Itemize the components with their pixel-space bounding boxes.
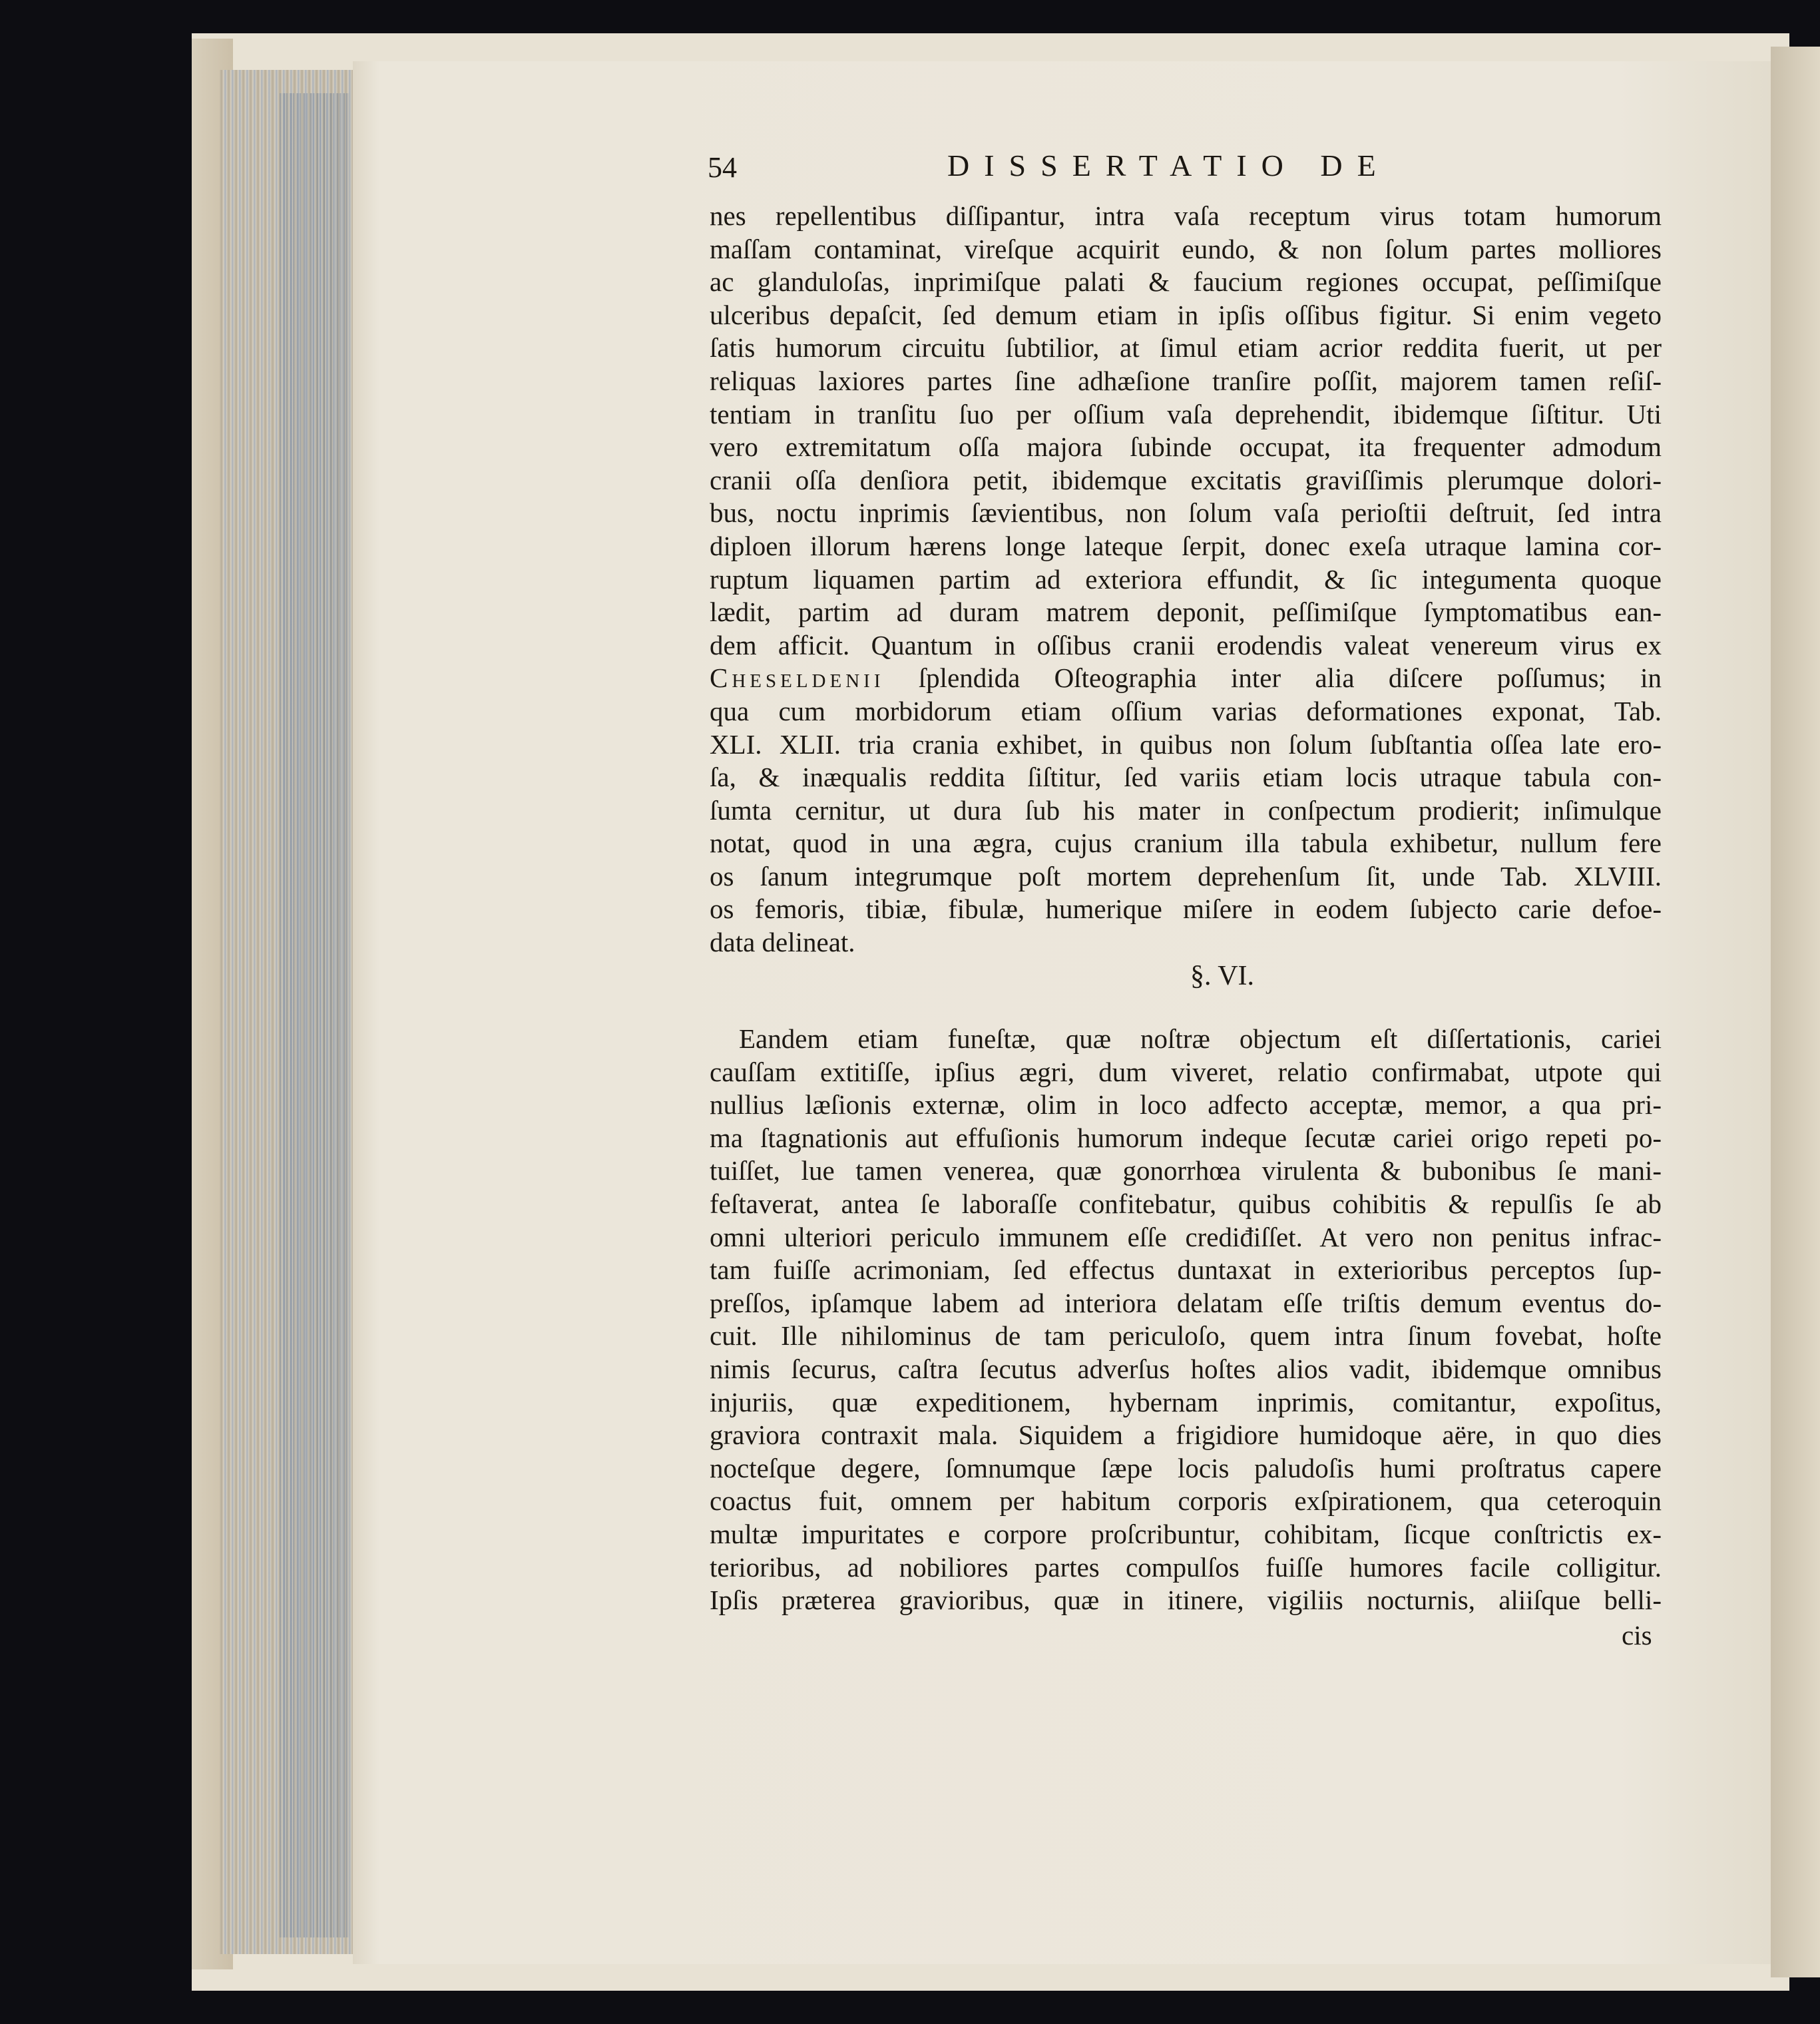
text-line: cranii oſſa denſiora petit, ibidemque excitatis graviſſimis plerumque dolori- xyxy=(710,464,1662,495)
text-line: tuiſſet, lue tamen venerea, quæ gonorrhœa virulenta & bubonibus ſe mani- xyxy=(710,1155,1662,1186)
text-line: XLI. XLII. tria crania exhibet, in quibus non ſolum ſubſtantia oſſea late ero- xyxy=(710,728,1662,760)
text-line: data delineat. xyxy=(710,927,855,958)
text-line: graviora contraxit mala. Siquidem a frigidiore humidoque aëre, in quo dies xyxy=(710,1419,1662,1451)
text-line: vero extremitatum oſſa majora ſubinde occupat, ita frequenter admodum xyxy=(710,431,1662,463)
page-number: 54 xyxy=(708,151,737,184)
text-line: tam fuiſſe acrimoniam, ſed effectus duntaxat in exterioribus perceptos ſup- xyxy=(710,1254,1662,1286)
text-line: ruptum liquamen partim ad exteriora effundit, & ſic integumenta quoque xyxy=(710,563,1662,595)
text-line: ſatis humorum circuitu ſubtilior, at ſimul etiam acrior reddita fuerit, ut per xyxy=(710,332,1662,364)
text-line: Ipſis præterea gravioribus, quæ in itinere, vigiliis nocturnis, aliiſque belli- xyxy=(710,1585,1662,1616)
text-line: notat, quod in una ægra, cujus cranium illa tabula exhibetur, nullum fere xyxy=(710,828,1662,859)
text-line: reliquas laxiores partes ſine adhæſione tranſire poſſit, majorem tamen reſiſ- xyxy=(710,365,1662,396)
text-line: os femoris, tibiæ, fibulæ, humerique miſere in eodem ſubjecto carie defoe- xyxy=(710,893,1662,925)
text-line: omni ulteriori periculo immunem eſſe crediđiſſet. At vero non penitus infrac- xyxy=(710,1221,1662,1252)
text-line: ma ſtagnationis aut effuſionis humorum indeque ſecutæ cariei origo repeti po- xyxy=(710,1122,1662,1153)
text-line: terioribus, ad nobiliores partes compulſos fuiſſe humores facile colligitur. xyxy=(710,1551,1662,1583)
page-header xyxy=(708,148,1660,188)
paragraph-2 xyxy=(710,1023,1662,1617)
facing-page-edge xyxy=(1771,47,1820,1977)
paragraph-1 xyxy=(710,200,1662,959)
text-line: injuriis, quæ expeditionem, hybernam inprimis, comitantur, expoſitus, xyxy=(710,1386,1662,1417)
text-line: feſtaverat, antea ſe laboraſſe confitebatur, quibus cohibitis & repulſis ſe ab xyxy=(710,1188,1662,1219)
text-line: nocteſque degere, ſomnumque ſæpe locis paludoſis humi proſtratus capere xyxy=(710,1452,1662,1483)
section-heading: §. VI. xyxy=(1190,961,1255,991)
text-line: ac glanduloſas, inprimiſque palati & faucium regiones occupat, peſſimiſque xyxy=(710,266,1662,298)
text-line: multæ impuritates e corpore proſcribuntur, cohibitam, ſicque conſtrictis ex- xyxy=(710,1518,1662,1549)
text-line: dem afficit. Quantum in oſſibus cranii erodendis valeat venereum virus ex xyxy=(710,629,1662,660)
text-line: nullius læſionis externæ, olim in loco adfecto acceptæ, memor, a qua pri- xyxy=(710,1089,1662,1121)
text-line: nimis ſecurus, caſtra ſecutus adverſus hoſtes alios vadit, ibidemque omnibus xyxy=(710,1353,1662,1384)
text-line: ſa, & inæqualis reddita ſiſtitur, ſed variis etiam locis utraque tabula con- xyxy=(710,762,1662,793)
page-stack-tint xyxy=(280,93,349,1937)
text-line: preſſos, ipſamque labem ad interiora delatam eſſe triſtis demum eventus do- xyxy=(710,1287,1662,1318)
text-line: cuit. Ille nihilominus de tam periculoſo, quem intra ſinum fovebat, hoſte xyxy=(710,1320,1662,1352)
text-line: qua cum morbidorum etiam oſſium varias deformationes exponat, Tab. xyxy=(710,695,1662,726)
text-line: coactus fuit, omnem per habitum corporis exſpirationem, qua ceteroquin xyxy=(710,1485,1662,1517)
text-line: Eandem etiam funeſtæ, quæ noſtræ objectum eſt diſſertationis, cariei xyxy=(739,1023,1662,1054)
text-line: maſſam contaminat, vireſque acquirit eundo, & non ſolum partes molliores xyxy=(710,233,1662,264)
author-name: Cheseldenii xyxy=(710,662,885,694)
text-line: lædit, partim ad duram matrem deponit, peſſimiſque ſymptomatibus ean- xyxy=(710,597,1662,628)
text-line: cauſſam extitiſſe, ipſius ægri, dum viveret, relatio confirmabat, utpote qui xyxy=(710,1056,1662,1087)
catchword: cis xyxy=(1622,1620,1652,1650)
running-title: DISSERTATIO DE xyxy=(947,148,1391,182)
text-line: Cheseldenii ſplendida Oſteographia inter alia diſcere poſſumus; in xyxy=(710,662,1662,694)
text-line: ulceribus depaſcit, ſed demum etiam in ipſis oſſibus figitur. Si enim vegeto xyxy=(710,299,1662,330)
text-line: os ſanum integrumque poſt mortem deprehenſum ſit, unde Tab. XLVIII. xyxy=(710,860,1662,891)
text-line: ſumta cernitur, ut dura ſub his mater in conſpectum prodierit; inſimulque xyxy=(710,794,1662,826)
text-line: bus, noctu inprimis ſævientibus, non ſolum vaſa perioſtii deſtruit, ſed intra xyxy=(710,497,1662,529)
text-line: nes repellentibus diſſipantur, intra vaſa receptum virus totam humorum xyxy=(710,200,1662,231)
text-line: diploen illorum hærens longe lateque ſerpit, donec exeſa utraque lamina cor- xyxy=(710,530,1662,561)
text-line: tentiam in tranſitu ſuo per oſſium vaſa deprehendit, ibidemque ſiſtitur. Uti xyxy=(710,398,1662,429)
